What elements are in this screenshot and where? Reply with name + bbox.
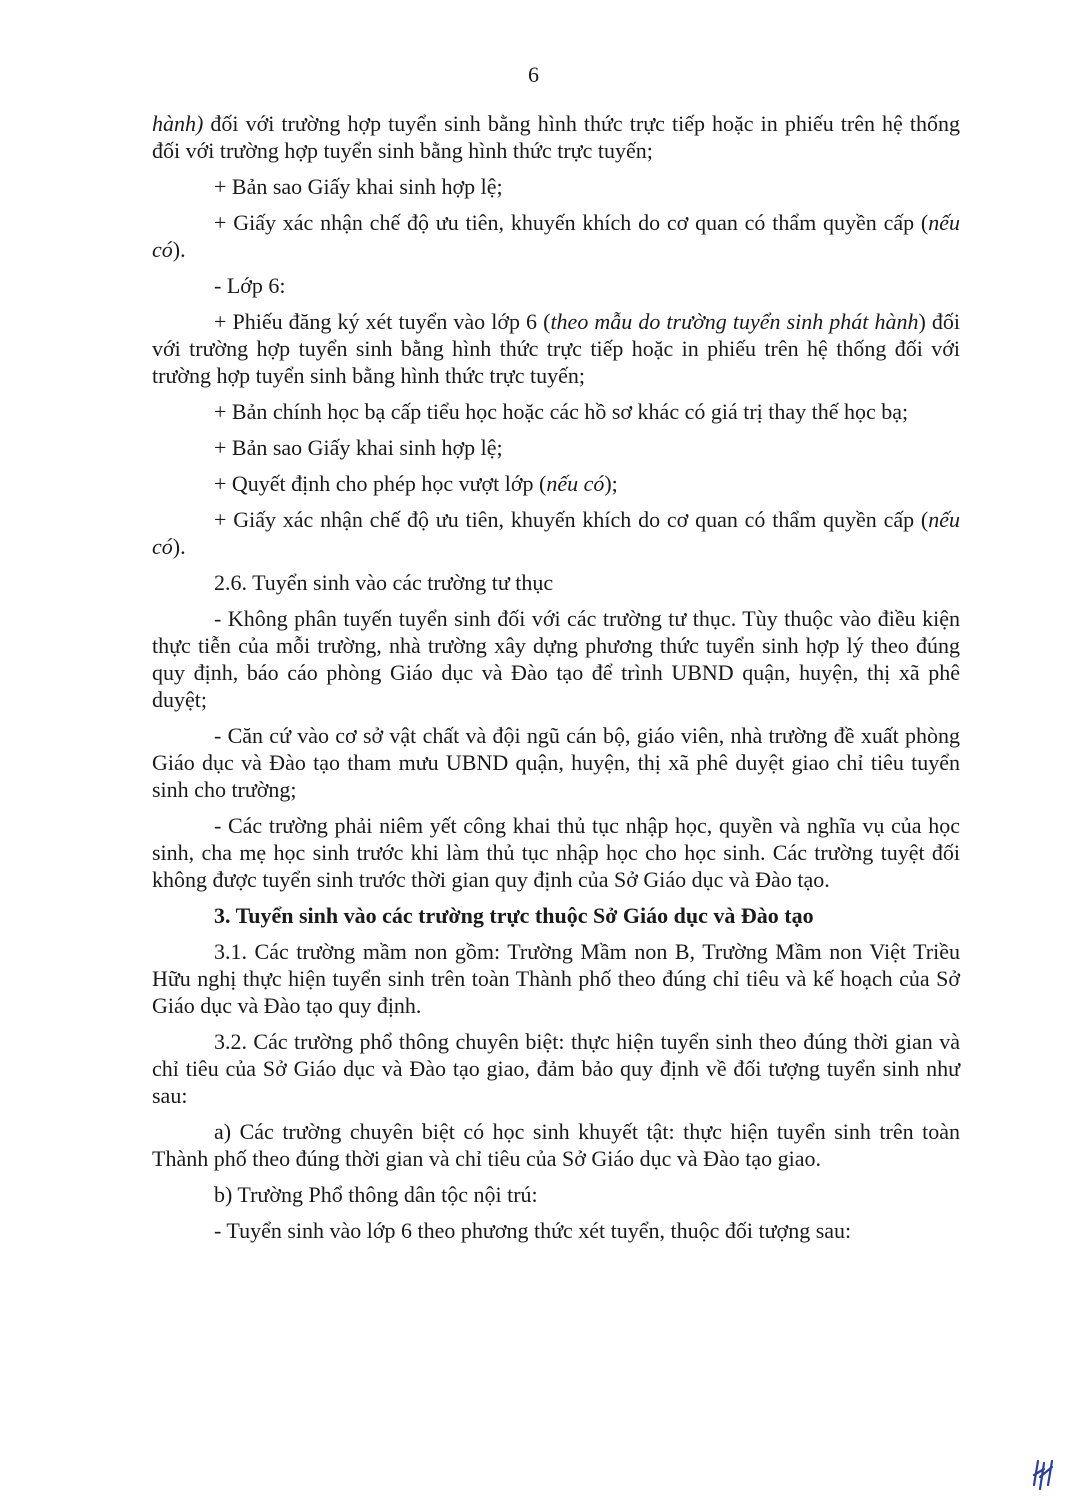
text-segment: + Giấy xác nhận chế độ ưu tiên, khuyến khích do cơ quan có thẩm quyền cấp ( [214, 507, 929, 532]
paragraph [152, 272, 960, 299]
italic-text: nếu có [152, 210, 960, 262]
text-segment: 3.1. Các trường mầm non gồm: Trường Mầm non B, Trường Mầm non Việt Triều Hữu nghị thực hiện tuyển sinh trên toàn Thành phố theo đúng chỉ tiêu và kế hoạch của Sở Giáo dục và Đào tạo quy định. [152, 939, 960, 1018]
text-segment: - Căn cứ vào cơ sở vật chất và đội ngũ cán bộ, giáo viên, nhà trường đề xuất phòng Giáo dục và Đào tạo tham mưu UBND quận, huyện, thị xã phê duyệt giao chỉ tiêu tuyển sinh cho trường; [152, 723, 960, 802]
paragraph [152, 110, 960, 164]
text-segment: + Quyết định cho phép học vượt lớp ( [214, 471, 547, 496]
page-number: 6 [528, 62, 539, 87]
paragraph [152, 173, 960, 200]
paragraph [152, 605, 960, 713]
paragraph [152, 569, 960, 596]
document-body [152, 110, 960, 1253]
italic-text: hành) [152, 111, 204, 136]
paragraph [152, 812, 960, 893]
text-segment: + Bản chính học bạ cấp tiểu học hoặc các hồ sơ khác có giá trị thay thế học bạ; [214, 399, 909, 424]
text-segment: ). [172, 534, 186, 559]
paragraph [152, 722, 960, 803]
paragraph [152, 1118, 960, 1172]
text-segment: 2.6. Tuyển sinh vào các trường tư thục [214, 570, 554, 595]
text-segment: + Phiếu đăng ký xét tuyển vào lớp 6 ( [214, 309, 551, 334]
paragraph [152, 209, 960, 263]
paragraph [152, 1217, 960, 1244]
text-segment: ); [604, 471, 618, 496]
paragraph [152, 506, 960, 560]
text-segment: - Tuyển sinh vào lớp 6 theo phương thức xét tuyển, thuộc đối tượng sau: [214, 1218, 852, 1243]
paragraph [152, 434, 960, 461]
text-segment: - Lớp 6: [214, 273, 286, 298]
text-segment: + Bản sao Giấy khai sinh hợp lệ; [214, 435, 503, 460]
italic-text: nếu có [152, 507, 960, 559]
text-segment: a) Các trường chuyên biệt có học sinh khuyết tật: thực hiện tuyển sinh trên toàn Thành phố theo đúng thời gian và chỉ tiêu của Sở Giáo dục và Đào tạo giao. [152, 1119, 960, 1171]
italic-text: nếu có [546, 471, 605, 496]
text-segment: b) Trường Phổ thông dân tộc nội trú: [214, 1182, 538, 1207]
text-segment: 3.2. Các trường phổ thông chuyên biệt: thực hiện tuyển sinh theo đúng thời gian và chỉ tiêu của Sở Giáo dục và Đào tạo giao, đảm bảo quy định về đối tượng tuyển sinh như sau: [152, 1029, 960, 1108]
text-segment: + Giấy xác nhận chế độ ưu tiên, khuyến khích do cơ quan có thẩm quyền cấp ( [214, 210, 929, 235]
text-segment: ). [172, 237, 186, 262]
paragraph [152, 1028, 960, 1109]
paragraph [152, 938, 960, 1019]
text-segment: - Các trường phải niêm yết công khai thủ tục nhập học, quyền và nghĩa vụ của học sinh, cha mẹ học sinh trước khi làm thủ tục nhập học cho học sinh. Các trường tuyệt đối không được tuyển sinh trước thời gian quy định của Sở Giáo dục và Đào tạo. [152, 813, 960, 892]
paragraph [152, 470, 960, 497]
text-segment: + Bản sao Giấy khai sinh hợp lệ; [214, 174, 503, 199]
initials-signature [1030, 1455, 1060, 1493]
text-segment: đối với trường hợp tuyển sinh bằng hình thức trực tiếp hoặc in phiếu trên hệ thống đối với trường hợp tuyển sinh bằng hình thức trực tuyến; [152, 111, 960, 163]
paragraph [152, 1181, 960, 1208]
text-segment: ) đối với trường hợp tuyển sinh bằng hình thức trực tiếp hoặc in phiếu trên hệ thống đối với trường hợp tuyển sinh bằng hình thức trực tuyến; [152, 309, 960, 388]
text-segment: - Không phân tuyến tuyển sinh đối với các trường tư thục. Tùy thuộc vào điều kiện thực tiễn của mỗi trường, nhà trường xây dựng phương thức tuyển sinh hợp lý theo đúng quy định, báo cáo phòng Giáo dục và Đào tạo để trình UBND quận, huyện, thị xã phê duyệt; [152, 606, 960, 712]
paragraph [152, 398, 960, 425]
text-segment: 3. Tuyển sinh vào các trường trực thuộc Sở Giáo dục và Đào tạo [214, 903, 814, 928]
section-heading [152, 902, 960, 929]
italic-text: theo mẫu do trường tuyển sinh phát hành [550, 309, 919, 334]
paragraph [152, 308, 960, 389]
